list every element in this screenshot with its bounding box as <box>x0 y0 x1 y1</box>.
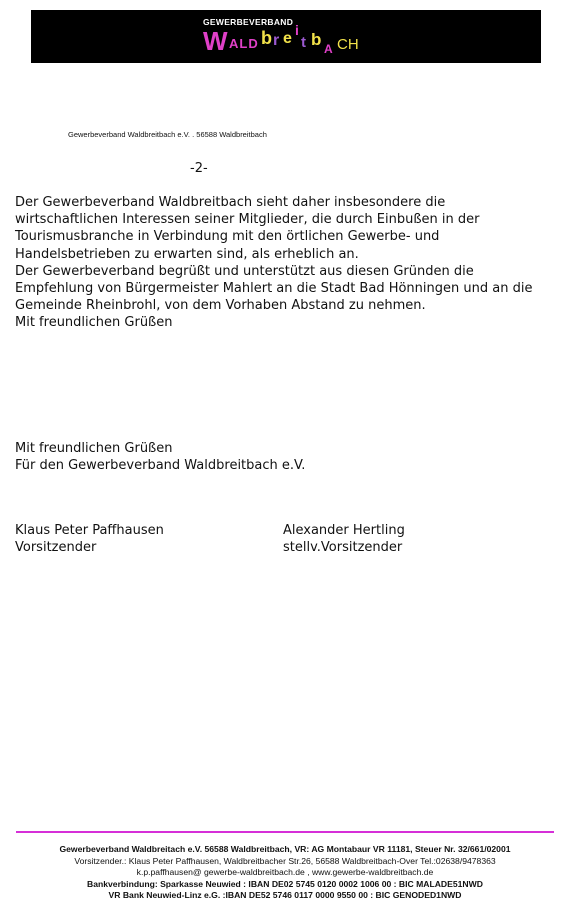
sender-line: Gewerbeverband Waldbreitbach e.V. . 56588 Waldbreitbach <box>68 130 267 139</box>
signatory-name: Alexander Hertling <box>283 523 405 538</box>
body-line: Handelsbetrieben zu erwarten sind, als erheblich an. <box>15 246 359 262</box>
closing-greeting: Mit freundlichen Grüßen <box>15 441 173 456</box>
letter-body <box>15 194 565 332</box>
footer-chairman-address: Vorsitzender.: Klaus Peter Paffhausen, Waldbreitbacher Str.26, 56588 Waldbreitbach-Over Tel.:02638/9478363 <box>74 855 496 866</box>
footer <box>16 844 554 902</box>
body-line: Der Gewerbeverband begrüßt und unterstützt aus diesen Gründen die <box>15 263 474 279</box>
footer-bank-2: VR Bank Neuwied-Linz e.G. :IBAN DE52 5746 0117 0000 9550 00 : BIC GENODED1NWD <box>108 890 462 900</box>
footer-contact: k.p.paffhausen@ gewerbe-waldbreitbach.de , www.gewerbe-waldbreitbach.de <box>136 867 434 877</box>
signatory-role: Vorsitzender <box>15 540 97 556</box>
logo-letter: ALD <box>229 36 259 51</box>
body-line: Empfehlung von Bürgermeister Mahlert an die Stadt Bad Hönningen und an die <box>15 281 533 297</box>
logo-letter: A <box>324 42 333 56</box>
logo-letter: b <box>261 28 272 48</box>
body-line: Der Gewerbeverband Waldbreitbach sieht daher insbesondere die <box>15 195 446 210</box>
logo-letter: t <box>301 34 306 51</box>
signatory-deputy <box>283 522 405 556</box>
footer-registration: Gewerbeverband Waldbreitach e.V. 56588 Waldbreitbach, VR: AG Montabaur VR 11181, Steuer Nr. 32/661/02001 <box>59 844 511 854</box>
banner-title: GEWERBEVERBAND <box>203 17 294 27</box>
closing-block <box>15 440 305 474</box>
body-line: Tourismusbranche in Verbindung mit den örtlichen Gewerbe- und <box>15 229 440 245</box>
logo-letter: CH <box>337 36 359 53</box>
footer-divider <box>16 831 554 833</box>
closing-organization: Für den Gewerbeverband Waldbreitbach e.V. <box>15 458 306 474</box>
signatory-name: Klaus Peter Paffhausen <box>15 523 164 538</box>
logo-letter: i <box>295 22 299 38</box>
logo-letter: b <box>311 30 322 49</box>
body-line: Mit freundlichen Grüßen <box>15 315 173 331</box>
body-line: wirtschaftlichen Interessen seiner Mitglieder, die durch Einbußen in der <box>15 212 480 228</box>
logo-letter: W <box>203 26 228 56</box>
signatory-chairman <box>15 522 164 556</box>
logo-letter: e <box>283 30 292 47</box>
signatory-role: stellv.Vorsitzender <box>283 540 403 556</box>
page-number: -2- <box>190 161 208 176</box>
logo-letter: r <box>273 32 280 49</box>
body-line: Gemeinde Rheinbrohl, von dem Vorhaben Abstand zu nehmen. <box>15 298 426 314</box>
footer-bank-1: Bankverbindung: Sparkasse Neuwied : IBAN DE02 5745 0120 0002 1006 00 : BIC MALADE51NWD <box>87 878 483 889</box>
header-banner <box>31 10 541 63</box>
